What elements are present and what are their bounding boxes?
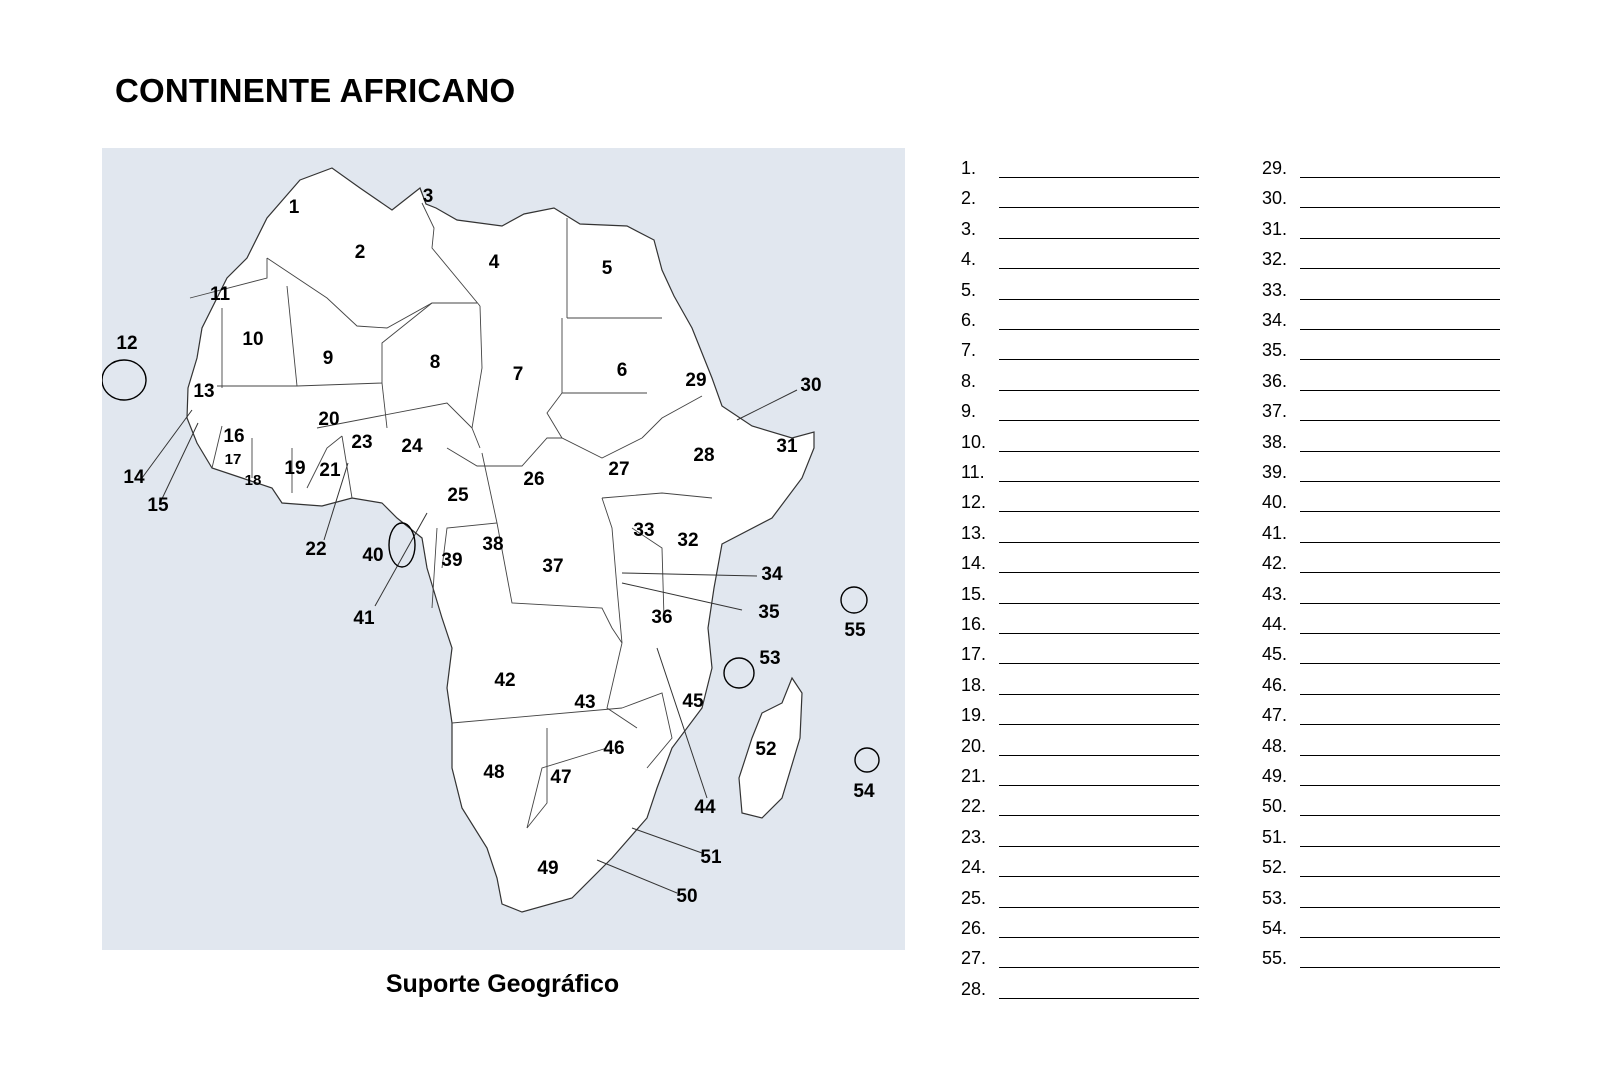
answer-row (1262, 695, 1500, 725)
answer-blank-field[interactable] (999, 218, 1199, 239)
map-label-26: 26 (523, 469, 545, 490)
answer-blank-field[interactable] (1300, 583, 1500, 604)
map-label-11: 11 (209, 284, 231, 305)
map-label-28: 28 (693, 445, 715, 466)
answer-row (961, 330, 1199, 360)
answer-blank-field[interactable] (1300, 674, 1500, 695)
map-label-12: 12 (116, 333, 138, 354)
map-label-48: 48 (483, 762, 505, 783)
answer-row (1262, 513, 1500, 543)
answer-row (1262, 634, 1500, 664)
answer-row (1262, 209, 1500, 239)
answer-row (1262, 148, 1500, 178)
answer-blank-field[interactable] (1300, 522, 1500, 543)
map-label-32: 32 (677, 530, 699, 551)
map-label-42: 42 (494, 670, 516, 691)
map-label-24: 24 (401, 436, 423, 457)
map-label-3: 3 (422, 186, 434, 207)
answer-number: 26. (961, 918, 987, 938)
answer-blank-field[interactable] (999, 978, 1199, 999)
answer-row (1262, 239, 1500, 269)
answer-row (1262, 482, 1500, 512)
answer-row (961, 604, 1199, 634)
answer-row (961, 482, 1199, 512)
map-label-4: 4 (488, 252, 500, 273)
answer-row (961, 148, 1199, 178)
map-label-49: 49 (537, 858, 559, 879)
answer-number: 36. (1262, 370, 1288, 391)
answer-row (1262, 604, 1500, 634)
answer-number: 41. (1262, 522, 1288, 543)
map-label-1: 1 (288, 197, 300, 218)
answer-number: 6. (961, 310, 977, 330)
answer-number: 13. (961, 522, 987, 543)
answer-number: 39. (1262, 462, 1288, 482)
answer-row (1262, 908, 1500, 938)
map-caption: Suporte Geográfico (385, 970, 620, 998)
answer-blank-field[interactable] (999, 674, 1199, 695)
answer-blank-field[interactable] (999, 370, 1199, 391)
answer-number: 29. (1262, 158, 1288, 178)
answer-blank-field[interactable] (1300, 765, 1500, 786)
africa-map-svg (102, 148, 905, 950)
answer-row (1262, 178, 1500, 208)
answer-number: 27. (961, 948, 987, 969)
map-label-30: 30 (800, 375, 822, 396)
answer-number: 46. (1262, 674, 1288, 695)
map-label-54: 54 (853, 781, 875, 802)
answer-number: 34. (1262, 310, 1288, 330)
answer-row (1262, 878, 1500, 908)
answer-number: 31. (1262, 218, 1288, 239)
answer-blank-field[interactable] (1300, 826, 1500, 847)
map-label-53: 53 (759, 648, 781, 669)
answer-blank-field[interactable] (999, 461, 1199, 482)
answer-blank-field[interactable] (1300, 613, 1500, 634)
answer-blank-field[interactable] (999, 309, 1199, 330)
answer-blank-field[interactable] (999, 735, 1199, 756)
answer-row (1262, 786, 1500, 816)
map-label-45: 45 (682, 691, 704, 712)
answer-number: 5. (961, 279, 977, 300)
answer-blank-field[interactable] (999, 279, 1199, 300)
answer-row (1262, 452, 1500, 482)
answer-blank-field[interactable] (1300, 461, 1500, 482)
answer-row (961, 513, 1199, 543)
map-label-27: 27 (608, 459, 630, 480)
map-label-43: 43 (574, 692, 596, 713)
answer-blank-field[interactable] (1300, 157, 1500, 178)
answer-number: 37. (1262, 401, 1288, 422)
answer-blank-field[interactable] (999, 917, 1199, 938)
answer-blank-field[interactable] (999, 187, 1199, 208)
answer-blank-field[interactable] (999, 400, 1199, 421)
answer-number: 20. (961, 735, 987, 756)
map-label-31: 31 (776, 436, 798, 457)
map-label-21: 21 (319, 460, 341, 481)
answer-blank-field[interactable] (999, 947, 1199, 968)
answer-number: 2. (961, 188, 977, 209)
answer-number: 51. (1262, 826, 1288, 847)
answer-row (961, 817, 1199, 847)
answer-row (1262, 817, 1500, 847)
answer-number: 7. (961, 340, 977, 361)
answer-row (961, 300, 1199, 330)
answer-number: 16. (961, 614, 987, 634)
answer-row (961, 756, 1199, 786)
answer-number: 4. (961, 249, 977, 270)
answer-row (961, 726, 1199, 756)
answer-row (1262, 300, 1500, 330)
answer-row (1262, 938, 1500, 968)
answer-blank-field[interactable] (999, 704, 1199, 725)
answer-number: 47. (1262, 705, 1288, 726)
answer-number: 25. (961, 887, 987, 908)
answer-blank-field[interactable] (999, 552, 1199, 573)
answer-row (961, 938, 1199, 968)
map-label-52: 52 (755, 739, 777, 760)
map-label-33: 33 (633, 520, 655, 541)
answer-row (961, 908, 1199, 938)
answer-blank-field[interactable] (1300, 795, 1500, 816)
answer-blank-field[interactable] (999, 643, 1199, 664)
answer-blank-field[interactable] (1300, 887, 1500, 908)
answer-number: 19. (961, 705, 987, 726)
answer-number: 3. (961, 218, 977, 239)
answer-row (1262, 361, 1500, 391)
answer-number: 54. (1262, 918, 1288, 938)
answer-blank-field[interactable] (1300, 370, 1500, 391)
answer-number: 12. (961, 492, 987, 513)
page-title: CONTINENTE AFRICANO (115, 72, 516, 109)
answer-blank-field[interactable] (999, 339, 1199, 360)
answer-blank-field[interactable] (1300, 218, 1500, 239)
answer-number: 44. (1262, 614, 1288, 634)
map-label-18: 18 (244, 472, 262, 489)
africa-map (102, 148, 905, 950)
map-label-10: 10 (242, 329, 264, 350)
answer-number: 35. (1262, 340, 1288, 361)
answer-blank-field[interactable] (1300, 643, 1500, 664)
map-label-22: 22 (305, 539, 327, 560)
answer-blank-field[interactable] (999, 248, 1199, 269)
map-label-55: 55 (844, 620, 866, 641)
answer-row (961, 239, 1199, 269)
answer-number: 33. (1262, 279, 1288, 300)
map-label-17: 17 (224, 451, 242, 468)
answer-number: 45. (1262, 644, 1288, 665)
map-label-15: 15 (147, 495, 169, 516)
answer-row (961, 422, 1199, 452)
map-label-47: 47 (550, 767, 572, 788)
map-label-40: 40 (362, 545, 384, 566)
answer-blank-field[interactable] (999, 765, 1199, 786)
answer-blank-field[interactable] (999, 583, 1199, 604)
answer-blank-field[interactable] (999, 522, 1199, 543)
answer-number: 21. (961, 766, 987, 786)
answer-row (961, 361, 1199, 391)
answer-number: 11. (961, 462, 985, 482)
map-label-39: 39 (441, 550, 463, 571)
answer-number: 28. (961, 978, 987, 999)
answer-number: 18. (961, 674, 987, 695)
answer-row (961, 574, 1199, 604)
answer-row (1262, 543, 1500, 573)
answer-row (961, 270, 1199, 300)
answer-blank-field[interactable] (1300, 552, 1500, 573)
answer-number: 55. (1262, 948, 1288, 969)
answer-number: 40. (1262, 492, 1288, 513)
answer-blank-field[interactable] (999, 431, 1199, 452)
map-label-50: 50 (676, 886, 698, 907)
answer-blank-field[interactable] (1300, 947, 1500, 968)
answer-row (961, 543, 1199, 573)
map-label-35: 35 (758, 602, 780, 623)
answer-number: 30. (1262, 188, 1288, 209)
answer-row (961, 665, 1199, 695)
answer-blank-field[interactable] (1300, 917, 1500, 938)
answer-number: 1. (961, 158, 977, 178)
answer-row (1262, 422, 1500, 452)
answer-row (961, 847, 1199, 877)
map-label-37: 37 (542, 556, 564, 577)
answer-number: 17. (961, 644, 987, 665)
answer-blank-field[interactable] (999, 491, 1199, 512)
answer-blank-field[interactable] (1300, 339, 1500, 360)
answer-blank-field[interactable] (999, 157, 1199, 178)
answer-number: 10. (961, 431, 987, 452)
answer-number: 53. (1262, 887, 1288, 908)
answer-number: 52. (1262, 857, 1288, 878)
answer-blank-field[interactable] (1300, 735, 1500, 756)
answer-blank-field[interactable] (1300, 431, 1500, 452)
map-label-36: 36 (651, 607, 673, 628)
answer-number: 14. (961, 553, 987, 574)
answer-row (1262, 270, 1500, 300)
answer-blank-field[interactable] (999, 826, 1199, 847)
answer-blank-field[interactable] (999, 613, 1199, 634)
answer-row (961, 695, 1199, 725)
answer-blank-field[interactable] (1300, 856, 1500, 877)
answer-row (961, 452, 1199, 482)
answer-blank-field[interactable] (1300, 400, 1500, 421)
answer-row (1262, 726, 1500, 756)
answer-row (961, 878, 1199, 908)
map-label-46: 46 (603, 738, 625, 759)
answer-number: 50. (1262, 796, 1288, 817)
answer-number: 23. (961, 826, 987, 847)
answer-row (961, 969, 1199, 999)
answer-blank-field[interactable] (1300, 248, 1500, 269)
map-label-9: 9 (322, 348, 334, 369)
map-label-5: 5 (601, 258, 613, 279)
map-label-2: 2 (354, 242, 366, 263)
answer-number: 38. (1262, 431, 1288, 452)
map-label-51: 51 (700, 847, 722, 868)
answer-blank-field[interactable] (1300, 309, 1500, 330)
answer-number: 22. (961, 796, 987, 817)
answer-number: 9. (961, 401, 977, 422)
map-label-19: 19 (284, 458, 306, 479)
answer-row (961, 786, 1199, 816)
answer-blank-field[interactable] (999, 856, 1199, 877)
map-label-16: 16 (223, 426, 245, 447)
map-label-44: 44 (694, 797, 716, 818)
answer-number: 42. (1262, 553, 1288, 574)
answer-blank-field[interactable] (999, 795, 1199, 816)
map-label-23: 23 (351, 432, 373, 453)
answer-row (961, 209, 1199, 239)
answer-row (1262, 391, 1500, 421)
answer-number: 8. (961, 370, 977, 391)
map-label-13: 13 (193, 381, 215, 402)
answer-number: 32. (1262, 249, 1288, 270)
answer-number: 48. (1262, 735, 1288, 756)
map-label-25: 25 (447, 485, 469, 506)
answer-row (961, 634, 1199, 664)
answer-row (1262, 847, 1500, 877)
answer-row (1262, 665, 1500, 695)
answer-number: 15. (961, 583, 987, 604)
answer-blank-field[interactable] (1300, 704, 1500, 725)
answer-number: 24. (961, 857, 987, 878)
answer-blank-field[interactable] (999, 887, 1199, 908)
answer-blank-field[interactable] (1300, 187, 1500, 208)
map-label-34: 34 (761, 564, 783, 585)
map-label-14: 14 (123, 467, 145, 488)
map-label-38: 38 (482, 534, 504, 555)
answer-blank-field[interactable] (1300, 491, 1500, 512)
answer-row (961, 178, 1199, 208)
answer-row (1262, 330, 1500, 360)
answer-number: 49. (1262, 766, 1288, 786)
map-label-8: 8 (429, 352, 441, 373)
answer-blank-field[interactable] (1300, 279, 1500, 300)
answer-number: 43. (1262, 583, 1288, 604)
answer-row (961, 391, 1199, 421)
map-label-29: 29 (685, 370, 707, 391)
map-label-41: 41 (353, 608, 375, 629)
answer-row (1262, 756, 1500, 786)
answer-row (1262, 574, 1500, 604)
map-label-20: 20 (318, 409, 340, 430)
map-label-6: 6 (616, 360, 628, 381)
map-label-7: 7 (512, 364, 524, 385)
